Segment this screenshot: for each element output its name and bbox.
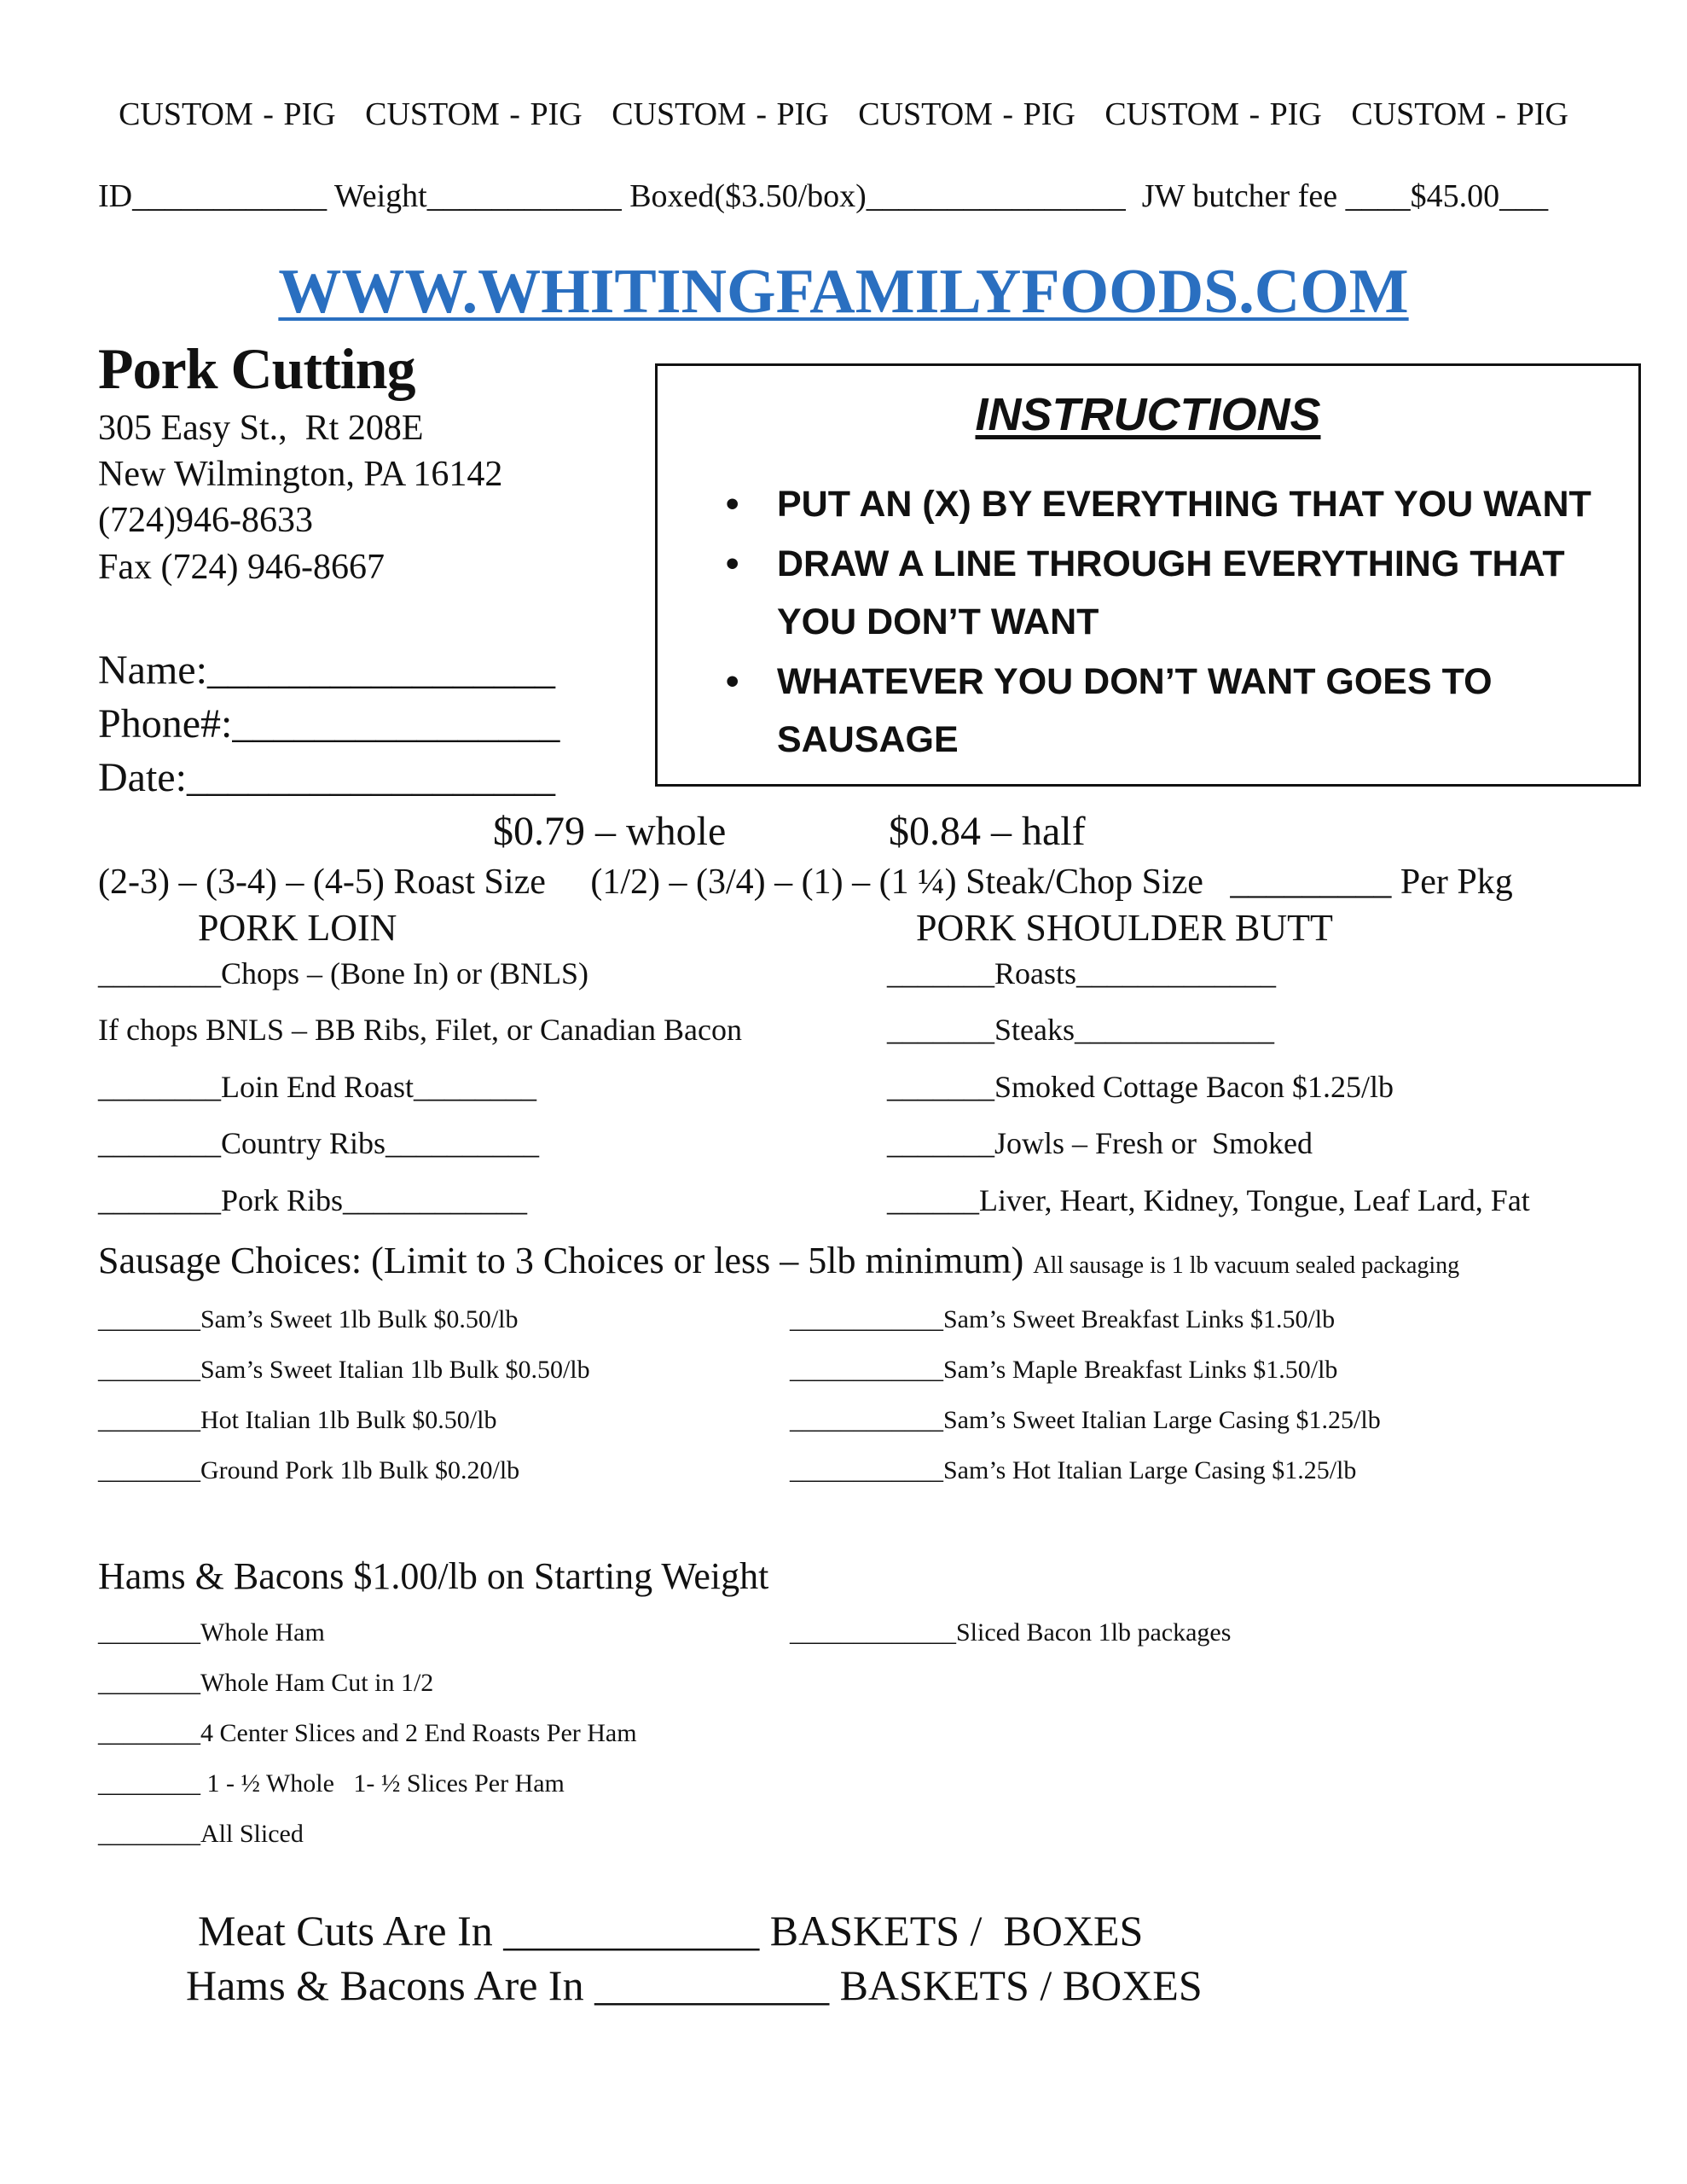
pork-shoulder-heading: PORK SHOULDER BUTT — [916, 907, 1333, 949]
sausage-item-hot-italian-casing[interactable]: ____________Sam’s Hot Italian Large Casing $1.25/lb — [790, 1456, 1357, 1484]
address-phone: (724)946-8633 — [98, 501, 313, 540]
shoulder-item-steaks[interactable]: _______Steaks_____________ — [887, 1013, 1274, 1047]
sausage-item-maple-breakfast-links[interactable]: ____________Sam’s Maple Breakfast Links $1.50/lb — [790, 1356, 1338, 1384]
ham-item-cut-half[interactable]: ________Whole Ham Cut in 1/2 — [98, 1669, 434, 1697]
instruction-item: • WHATEVER YOU DON’T WANT GOES TO SAUSAGE — [726, 653, 1630, 769]
instruction-item: • DRAW A LINE THROUGH EVERYTHING THAT YOU DON’T WANT — [726, 535, 1630, 651]
date-field[interactable]: Date:__________________ — [98, 755, 555, 800]
pork-loin-heading: PORK LOIN — [198, 907, 397, 949]
sausage-heading-text: Sausage Choices: (Limit to 3 Choices or less – 5lb minimum) — [98, 1240, 1024, 1281]
phone-field[interactable]: Phone#:________________ — [98, 701, 560, 746]
loin-item-pork-ribs[interactable]: ________Pork Ribs____________ — [98, 1183, 528, 1217]
loin-item-chops[interactable]: ________Chops – (Bone In) or (BNLS) — [98, 956, 588, 990]
sausage-item-sweet-italian-bulk[interactable]: ________Sam’s Sweet Italian 1lb Bulk $0.50/lb — [98, 1356, 590, 1384]
sausage-heading — [98, 1239, 1459, 1282]
loin-item-end-roast[interactable]: ________Loin End Roast________ — [98, 1070, 536, 1104]
sausage-item-hot-italian-bulk[interactable]: ________Hot Italian 1lb Bulk $0.50/lb — [98, 1406, 497, 1434]
shoulder-item-organs[interactable]: ______Liver, Heart, Kidney, Tongue, Leaf Lard, Fat — [887, 1183, 1530, 1217]
shoulder-item-cottage-bacon[interactable]: _______Smoked Cottage Bacon $1.25/lb — [887, 1070, 1394, 1104]
shoulder-item-roasts[interactable]: _______Roasts_____________ — [887, 956, 1277, 990]
meat-cuts-container-line: Meat Cuts Are In ____________ BASKETS / BOXES — [198, 1907, 1144, 1955]
size-options-line: (2-3) – (3-4) – (4-5) Roast Size (1/2) – (3/4) – (1) – (1 ¼) Steak/Chop Size _________ Per Pkg — [98, 863, 1513, 902]
name-field[interactable]: Name:_________________ — [98, 648, 555, 693]
instructions-list — [726, 475, 1630, 770]
address-street: 305 Easy St., Rt 208E — [98, 409, 424, 448]
instructions-box — [655, 363, 1641, 787]
loin-item-country-ribs[interactable]: ________Country Ribs__________ — [98, 1126, 540, 1160]
hams-bacons-container-line: Hams & Bacons Are In ___________ BASKETS / BOXES — [186, 1961, 1203, 2009]
ham-item-half-whole-half-sliced[interactable]: ________ 1 - ½ Whole 1- ½ Slices Per Ham — [98, 1769, 565, 1798]
sausage-item-sweet-italian-casing[interactable]: ____________Sam’s Sweet Italian Large Casing $1.25/lb — [790, 1406, 1381, 1434]
address-fax: Fax (724) 946-8667 — [98, 548, 385, 587]
ham-item-center-slices[interactable]: ________4 Center Slices and 2 End Roasts Per Ham — [98, 1719, 637, 1747]
sausage-item-sweet-breakfast-links[interactable]: ____________Sam’s Sweet Breakfast Links $1.50/lb — [790, 1305, 1336, 1333]
loin-item-bnls-note: If chops BNLS – BB Ribs, Filet, or Canadian Bacon — [98, 1013, 742, 1047]
sausage-item-sweet-bulk[interactable]: ________Sam’s Sweet 1lb Bulk $0.50/lb — [98, 1305, 519, 1333]
id-weight-boxed-fee-line: ID____________ Weight____________ Boxed($3.50/box)________________ JW butcher fee ____$45.00___ — [98, 178, 1549, 214]
banner-custom-pig: CUSTOM - PIG CUSTOM - PIG CUSTOM - PIG CUSTOM - PIG CUSTOM - PIG CUSTOM - PIG — [119, 96, 1568, 132]
page-title: Pork Cutting — [98, 336, 415, 401]
price-half: $0.84 – half — [889, 809, 1086, 854]
bacon-item-sliced[interactable]: _____________Sliced Bacon 1lb packages — [790, 1618, 1232, 1647]
sausage-item-ground-pork[interactable]: ________Ground Pork 1lb Bulk $0.20/lb — [98, 1456, 520, 1484]
address-city: New Wilmington, PA 16142 — [98, 455, 503, 494]
instruction-item: • PUT AN (X) BY EVERYTHING THAT YOU WANT — [726, 475, 1630, 533]
instructions-title: INSTRUCTIONS — [975, 389, 1321, 440]
shoulder-item-jowls[interactable]: _______Jowls – Fresh or Smoked — [887, 1126, 1313, 1160]
ham-item-all-sliced[interactable]: ________All Sliced — [98, 1820, 304, 1848]
price-whole: $0.79 – whole — [493, 809, 727, 854]
sausage-note: All sausage is 1 lb vacuum sealed packaging — [1033, 1252, 1460, 1279]
hams-bacons-heading: Hams & Bacons $1.00/lb on Starting Weight — [98, 1555, 769, 1597]
ham-item-whole[interactable]: ________Whole Ham — [98, 1618, 325, 1647]
website-link[interactable]: WWW.WHITINGFAMILYFOODS.COM — [278, 257, 1409, 327]
